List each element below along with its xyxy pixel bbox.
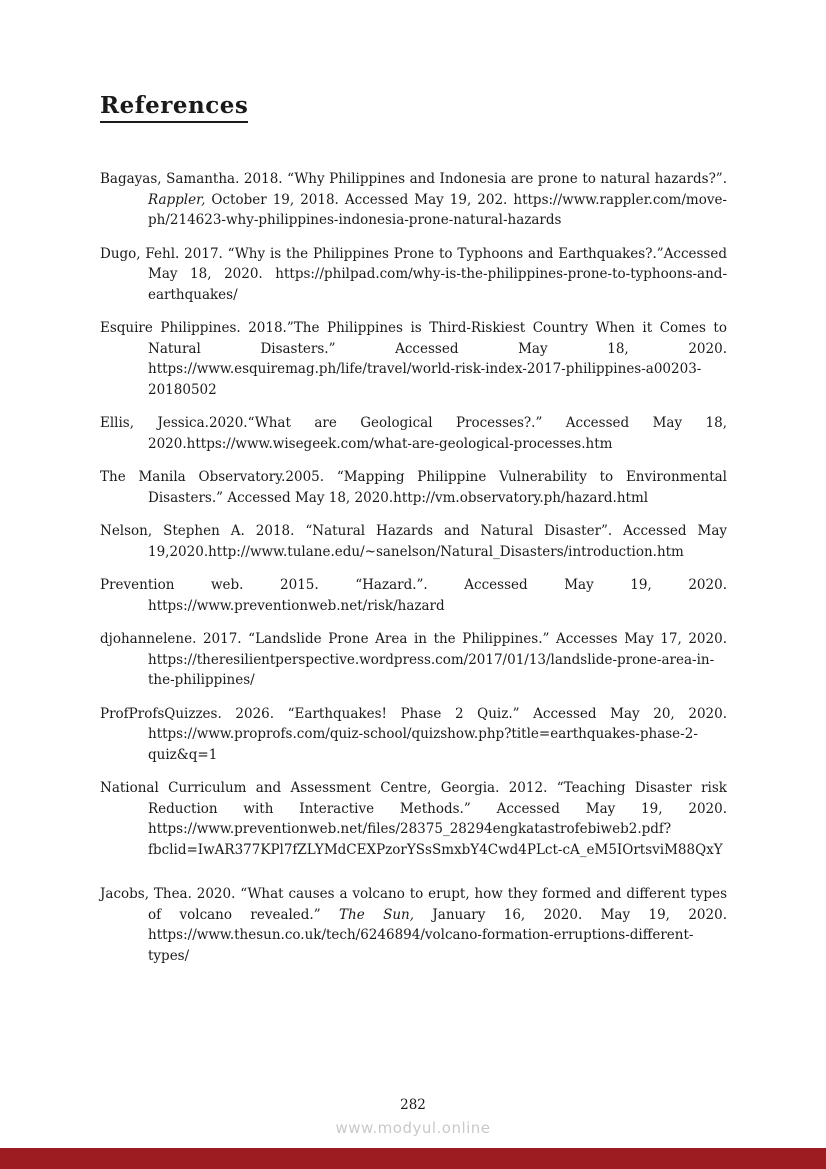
page-content <box>100 92 727 979</box>
reference-text: Bagayas, Samantha. 2018. “Why Philippines and Indonesia are prone to natural hazards?”. <box>100 171 727 187</box>
reference-entry <box>100 169 727 231</box>
watermark-text: www.modyul.online <box>335 1119 491 1137</box>
reference-entry <box>100 778 727 860</box>
reference-text: Prevention web. 2015. “Hazard.”. Accessed May 19, 2020. https://www.preventionweb.net/risk/hazard <box>100 577 727 614</box>
reference-entry <box>100 884 727 966</box>
reference-text: ProfProfsQuizzes. 2026. “Earthquakes! Phase 2 Quiz.” Accessed May 20, 2020. https://www.proprofs.com/quiz-school/quizshow.php?title=earthquakes-phase-2-quiz&q=1 <box>100 705 727 763</box>
page-title <box>100 92 727 123</box>
references-list <box>100 169 727 966</box>
reference-entry <box>100 244 727 306</box>
reference-text: National Curriculum and Assessment Centre, Georgia. 2012. “Teaching Disaster risk Reduction with Interactive Methods.” Accessed May 19, 2020. https://www.preventionweb.net/files/28375_28294engkatastrofebiweb2.pdf?fbclid=IwAR377KPl7fZLYMdCEXPzorYSsSmxbY4Cwd4PLct-cA_eM5IOrtsviM88QxY <box>100 780 727 858</box>
reference-text: djohannelene. 2017. “Landslide Prone Area in the Philippines.” Accesses May 17, 2020. https://theresilientperspective.wordpress.com/2017/01/13/landslide-prone-area-in-the-philippines/ <box>100 631 727 688</box>
page-title-text: References <box>100 92 248 123</box>
reference-text: The Manila Observatory.2005. “Mapping Philippine Vulnerability to Environmental Disasters.” Accessed May 18, 2020.http://vm.observatory.ph/hazard.html <box>100 469 727 506</box>
reference-entry <box>100 704 727 766</box>
reference-text: Esquire Philippines. 2018.”The Philippines is Third-Riskiest Country When it Comes to Natural Disasters.” Accessed May 18, 2020. https://www.esquiremag.ph/life/travel/world-risk-index-2017-philippines-a00203-20180502 <box>100 320 727 398</box>
reference-text: October 19, 2018. Accessed May 19, 202. https://www.rappler.com/move-ph/214623-why-philippines-indonesia-prone-natural-hazards <box>148 191 727 228</box>
reference-source-italic: Rappler, <box>148 191 206 208</box>
reference-entry <box>100 467 727 508</box>
reference-entry <box>100 318 727 400</box>
reference-entry <box>100 413 727 454</box>
reference-text: Jacobs, Thea. 2020. “What causes a volcano to erupt, how they formed and different types of volcano revealed.” <box>100 886 727 923</box>
reference-entry <box>100 521 727 562</box>
reference-text: January 16, 2020. May 19, 2020. https://www.thesun.co.uk/tech/6246894/volcano-formation-erruptions-different-types/ <box>148 906 727 964</box>
footer-bar <box>0 1148 826 1169</box>
reference-entry <box>100 629 727 691</box>
reference-entry <box>100 575 727 616</box>
reference-text: Ellis, Jessica.2020.“What are Geological Processes?.” Accessed May 18, 2020.https://www.wisegeek.com/what-are-geological-processes.htm <box>100 415 727 452</box>
reference-text: Dugo, Fehl. 2017. “Why is the Philippines Prone to Typhoons and Earthquakes?.”Accessed May 18, 2020. https://philpad.com/why-is-the-philippines-prone-to-typhoons-and-earthquakes/ <box>100 245 727 303</box>
reference-text: Nelson, Stephen A. 2018. “Natural Hazards and Natural Disaster”. Accessed May 19,2020.http://www.tulane.edu/~sanelson/Natural_Disasters/introduction.htm <box>100 523 727 560</box>
reference-source-italic: The Sun, <box>339 906 415 923</box>
page-number: 282 <box>400 1097 426 1113</box>
